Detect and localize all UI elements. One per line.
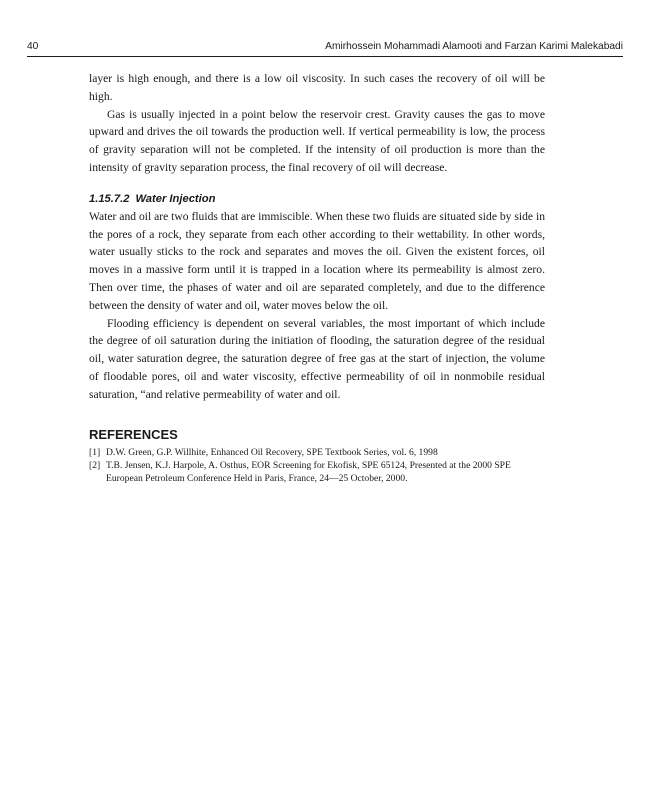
section-heading xyxy=(89,191,545,208)
reference-item xyxy=(89,459,545,485)
section-title: Water Injection xyxy=(135,192,216,205)
paragraph-continued: layer is high enough, and there is a low oil viscosity. In such cases the recovery of oil will be high. xyxy=(89,72,545,103)
page-number: 40 xyxy=(27,41,39,52)
paragraph-flooding-efficiency: Flooding efficiency is dependent on several variables, the most important of which include the degree of oil saturation during the initiation of flooding, the saturation degree of the residual oil, water saturation degree, the saturation degree of free gas at the start of injection, the volume of floodable pores, oil and water viscosity, effective permeability of oil in nonmobile residual saturation, “and relative permeability of water and oil. xyxy=(89,316,545,401)
running-head xyxy=(27,40,623,54)
reference-number: [2] xyxy=(89,459,101,471)
reference-list xyxy=(89,446,545,485)
paragraph-gas-injection: Gas is usually injected in a point below the reservoir crest. Gravity causes the gas to move upward and drives the oil towards the production well. If vertical permeability is low, the process of gravity separation will not be completed. If the intensity of oil production is more than the intensity of gravity separation process, the final recovery of oil will decrease. xyxy=(89,107,545,174)
section-number: 1.15.7.2 xyxy=(89,192,130,205)
reference-item xyxy=(89,446,545,459)
reference-text: T.B. Jensen, K.J. Harpole, A. Osthus, EOR Screening for Ekofisk, SPE 65124, Presented at the 2000 SPE European Petroleum Conference Held in Paris, France, 24—25 October, 2000. xyxy=(106,459,511,484)
running-head-authors: Amirhossein Mohammadi Alamooti and Farzan Karimi Malekabadi xyxy=(325,41,623,52)
main-text xyxy=(89,70,545,485)
references-heading: REFERENCES xyxy=(89,426,178,442)
reference-text: D.W. Green, G.P. Willhite, Enhanced Oil Recovery, SPE Textbook Series, vol. 6, 1998 xyxy=(106,446,438,458)
reference-number: [1] xyxy=(89,446,101,458)
header-rule xyxy=(27,56,623,57)
paragraph-water-injection: Water and oil are two fluids that are immiscible. When these two fluids are situated side by side in the pores of a rock, they separate from each other according to their wettability. In other words, water usually sticks to the rock and separates and moves the oil. Given the existent forces, oil moves in a massive form until it is trapped in a location where its permeability is almost zero. Then over time, the phases of water and oil are separated completely, and due to the difference between the density of water and oil, water moves below the oil. xyxy=(89,209,545,312)
